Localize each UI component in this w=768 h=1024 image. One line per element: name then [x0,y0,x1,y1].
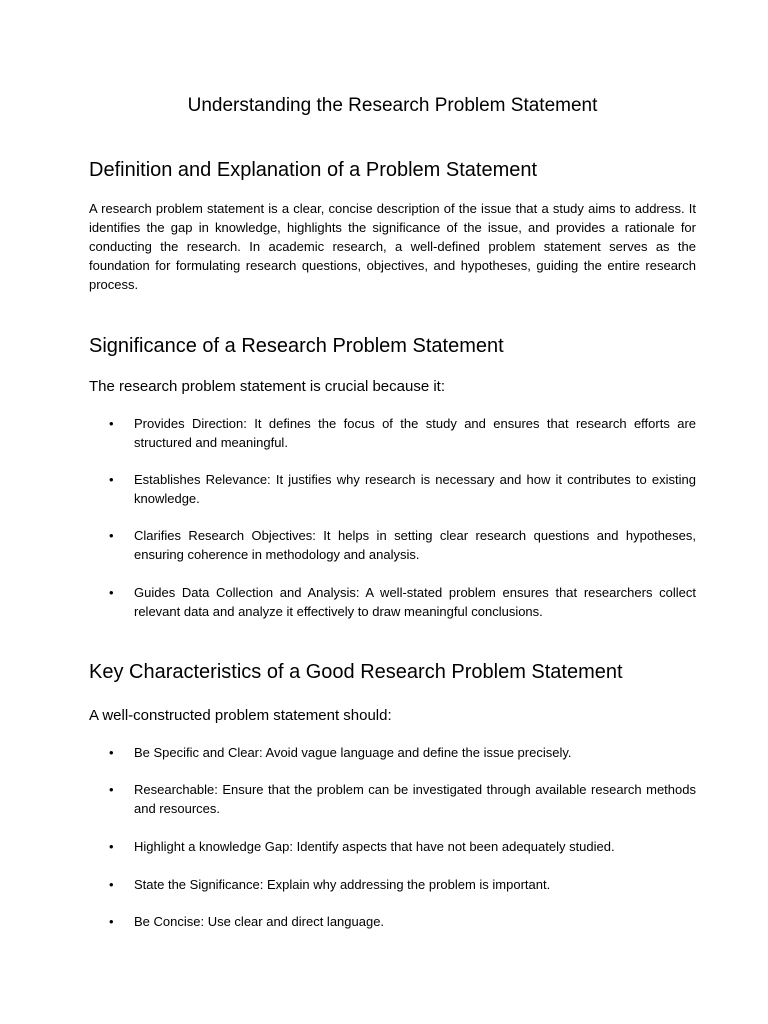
document-title: Understanding the Research Problem Statement [187,95,598,116]
list-item-text: Guides Data Collection and Analysis: A well-stated problem ensures that researchers collect relevant data and analyze it effectively to draw meaningful conclusions. [134,585,696,619]
bullet-icon: • [109,585,114,600]
list-item [89,583,696,621]
list-item-text: Be Specific and Clear: Avoid vague language and define the issue precisely. [134,745,572,760]
bullet-icon: • [109,472,114,487]
characteristics-intro: A well-constructed problem statement should: [89,707,392,724]
list-item-text: Clarifies Research Objectives: It helps in setting clear research questions and hypotheses, ensuring coherence in methodology and analysis. [134,528,696,562]
list-item [89,837,696,856]
section-heading-characteristics: Key Characteristics of a Good Research Problem Statement [89,661,623,683]
list-item-text: Establishes Relevance: It justifies why research is necessary and how it contributes to existing knowledge. [134,472,696,506]
list-item [89,875,696,894]
list-item [89,780,696,818]
bullet-icon: • [109,416,114,431]
list-item-text: Provides Direction: It defines the focus of the study and ensures that research efforts are structured and meaningful. [134,416,696,450]
list-item [89,526,696,564]
bullet-icon: • [109,782,114,797]
list-item [89,470,696,508]
list-item-text: State the Significance: Explain why addressing the problem is important. [134,877,551,892]
bullet-icon: • [109,745,114,760]
list-item [89,414,696,452]
bullet-icon: • [109,877,114,892]
list-item-text: Be Concise: Use clear and direct language. [134,914,385,929]
definition-paragraph: A research problem statement is a clear, concise description of the issue that a study aims to address. It identifies the gap in knowledge, highlights the significance of the issue, and provides a rationale for conducting the research. In academic research, a well-defined problem statement serves as the foundation for formulating research questions, objectives, and hypotheses, guiding the entire research process. [89,201,696,292]
bullet-icon: • [109,914,114,929]
list-item [89,912,696,931]
section-heading-definition: Definition and Explanation of a Problem Statement [89,159,538,181]
significance-intro: The research problem statement is crucial because it: [89,378,445,395]
list-item-text: Researchable: Ensure that the problem can be investigated through available research methods and resources. [134,782,696,816]
section-heading-significance: Significance of a Research Problem Statement [89,335,504,357]
list-item-text: Highlight a knowledge Gap: Identify aspects that have not been adequately studied. [134,839,615,854]
bullet-icon: • [109,528,114,543]
bullet-icon: • [109,839,114,854]
list-item [89,743,696,762]
